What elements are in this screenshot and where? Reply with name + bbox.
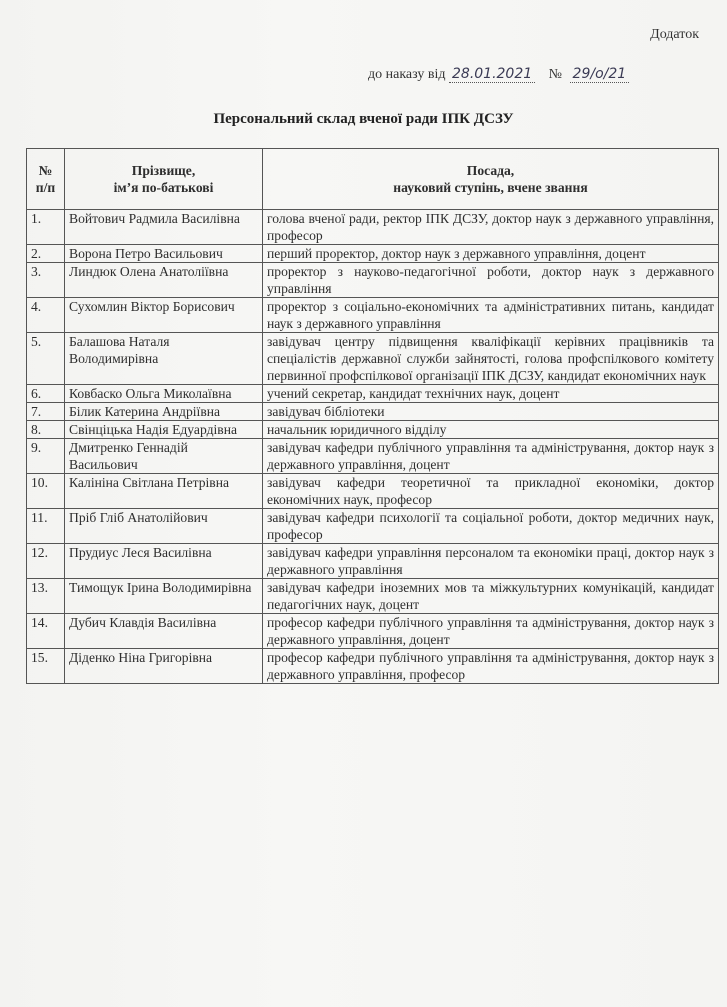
column-header-position-line1: Посада, [466, 163, 515, 178]
column-header-position [263, 149, 719, 210]
table-row [27, 245, 719, 263]
member-position: начальник юридичного відділу [263, 421, 719, 439]
appendix-label: Додаток [650, 27, 699, 42]
row-number: 9. [27, 439, 65, 474]
row-number: 7. [27, 403, 65, 421]
table-row [27, 403, 719, 421]
member-name: Ковбаско Ольга Миколаївна [65, 385, 263, 403]
member-position: перший проректор, доктор наук з державного управління, доцент [263, 245, 719, 263]
document-title: Персональний склад вченої ради ІПК ДСЗУ [213, 111, 514, 127]
member-name: Балашова Наталя Володимирівна [65, 333, 263, 385]
member-name: Войтович Радмила Василівна [65, 210, 263, 245]
council-members-table [26, 148, 719, 684]
table-row [27, 614, 719, 649]
order-number-sign: № [548, 67, 563, 82]
table-row [27, 298, 719, 333]
column-header-name [65, 149, 263, 210]
order-date: 28.01.2021 [449, 66, 535, 83]
table-row [27, 649, 719, 684]
table-row [27, 579, 719, 614]
row-number: 14. [27, 614, 65, 649]
row-number: 11. [27, 509, 65, 544]
row-number: 13. [27, 579, 65, 614]
table-row [27, 439, 719, 474]
member-name: Линдюк Олена Анатоліївна [65, 263, 263, 298]
row-number: 3. [27, 263, 65, 298]
member-position: завідувач бібліотеки [263, 403, 719, 421]
table-row [27, 333, 719, 385]
member-position: голова вченої ради, ректор ІПК ДСЗУ, доктор наук з державного управління, професор [263, 210, 719, 245]
row-number: 4. [27, 298, 65, 333]
table-row [27, 263, 719, 298]
row-number: 8. [27, 421, 65, 439]
member-name: Калініна Світлана Петрівна [65, 474, 263, 509]
member-name: Прудиус Леся Василівна [65, 544, 263, 579]
order-reference [368, 66, 629, 83]
column-header-number [27, 149, 65, 210]
table-header-row [27, 149, 719, 210]
member-name: Свінціцька Надія Едуардівна [65, 421, 263, 439]
column-header-position-line2: науковий ступінь, вчене звання [393, 180, 588, 195]
column-header-number-line2: п/п [35, 180, 56, 195]
column-header-number-line1: № [38, 163, 53, 178]
table-row [27, 544, 719, 579]
table-row [27, 421, 719, 439]
table-row [27, 509, 719, 544]
member-position: учений секретар, кандидат технічних наук, доцент [263, 385, 719, 403]
order-number: 29/о/21 [570, 66, 630, 83]
row-number: 10. [27, 474, 65, 509]
member-name: Дубич Клавдія Василівна [65, 614, 263, 649]
member-position: професор кафедри публічного управління та адміністрування, доктор наук з державного управління, доцент [263, 614, 719, 649]
member-name: Тимощук Ірина Володимирівна [65, 579, 263, 614]
order-prefix: до наказу від [368, 67, 446, 82]
member-name: Діденко Ніна Григорівна [65, 649, 263, 684]
column-header-name-line1: Прізвище, [131, 163, 196, 178]
table-row [27, 210, 719, 245]
row-number: 6. [27, 385, 65, 403]
table-row [27, 474, 719, 509]
member-position: завідувач кафедри психології та соціальної роботи, доктор медичних наук, професор [263, 509, 719, 544]
row-number: 1. [27, 210, 65, 245]
member-position: завідувач кафедри публічного управління та адміністрування, доктор наук з державного управління, доцент [263, 439, 719, 474]
member-name: Пріб Гліб Анатолійович [65, 509, 263, 544]
member-position: проректор з соціально-економічних та адміністративних питань, кандидат наук з державного управління [263, 298, 719, 333]
member-name: Ворона Петро Васильович [65, 245, 263, 263]
member-name: Дмитренко Геннадій Васильович [65, 439, 263, 474]
column-header-name-line2: ім’я по-батькові [113, 180, 214, 195]
row-number: 15. [27, 649, 65, 684]
member-position: завідувач кафедри іноземних мов та міжкультурних комунікацій, кандидат педагогічних наук, доцент [263, 579, 719, 614]
member-position: професор кафедри публічного управління та адміністрування, доктор наук з державного управління, професор [263, 649, 719, 684]
row-number: 12. [27, 544, 65, 579]
member-name: Сухомлин Віктор Борисович [65, 298, 263, 333]
row-number: 5. [27, 333, 65, 385]
row-number: 2. [27, 245, 65, 263]
table-row [27, 385, 719, 403]
member-position: проректор з науково-педагогічної роботи, доктор наук з державного управління [263, 263, 719, 298]
member-position: завідувач кафедри теоретичної та прикладної економіки, доктор економічних наук, професор [263, 474, 719, 509]
member-name: Білик Катерина Андріївна [65, 403, 263, 421]
member-position: завідувач центру підвищення кваліфікації керівних працівників та спеціалістів державної служби зайнятості, голова профспілкового комітету первинної профспілкової організації ІПК ДСЗУ, кандидат економічних наук [263, 333, 719, 385]
member-position: завідувач кафедри управління персоналом та економіки праці, доктор наук з державного управління [263, 544, 719, 579]
